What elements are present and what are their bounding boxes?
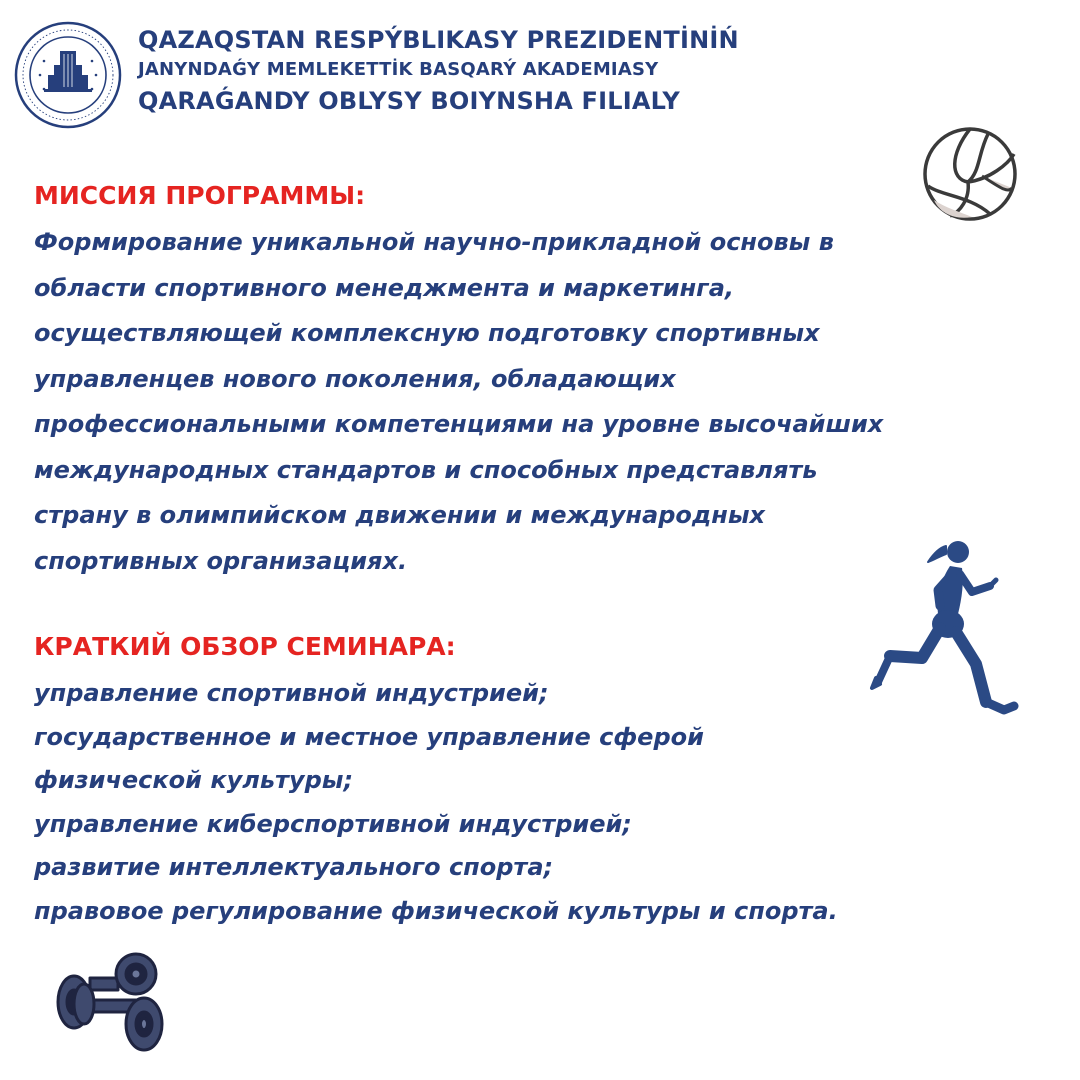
mission-text-line: международных стандартов и способных представлять xyxy=(34,455,818,484)
mission-text-line: области спортивного менеджмента и маркетинга, xyxy=(34,273,735,302)
overview-list-item: развитие интеллектуального спорта; xyxy=(34,853,554,881)
overview-heading: КРАТКИЙ ОБЗОР СЕМИНАРА: xyxy=(34,632,456,661)
overview-list-item: управление киберспортивной индустрией; xyxy=(34,809,632,838)
mission-text-line: страну в олимпийском движении и международных xyxy=(34,501,766,529)
organization-name-line: QAZAQSTAN RESPÝBLIKASY PREZIDENTİNİŃ xyxy=(138,26,739,54)
dumbbell-icon xyxy=(52,950,166,1058)
mission-heading: МИССИЯ ПРОГРАММЫ: xyxy=(34,181,366,210)
mission-text-line: управленцев нового поколения, обладающих xyxy=(34,364,676,393)
overview-list-item: правовое регулирование физической культуры и спорта. xyxy=(34,896,838,925)
organization-name-line: QARAǴANDY OBLYSY BOIYNSHA FILIALY xyxy=(138,87,680,115)
academy-seal-icon xyxy=(14,21,122,129)
mission-text-line: Формирование уникальной научно-прикладной основы в xyxy=(34,228,834,256)
overview-list-item: управление спортивной индустрией; xyxy=(34,679,549,707)
organization-name xyxy=(138,24,739,118)
overview-list-item: физической культуры; xyxy=(34,766,354,794)
organization-name-line: JANYNDAǴY MEMLEKETTİK BASQARÝ AKADEMIASY xyxy=(138,59,659,80)
mission-text xyxy=(34,220,1034,584)
volleyball-icon xyxy=(920,124,1020,224)
mission-text-line: спортивных организациях. xyxy=(34,546,408,575)
overview-list xyxy=(34,672,1034,933)
mission-text-line: профессиональными компетенциями на уровне высочайших xyxy=(34,410,884,438)
overview-list-item: государственное и местное управление сферой xyxy=(34,722,704,751)
mission-text-line: осуществляющей комплексную подготовку спортивных xyxy=(34,319,820,347)
